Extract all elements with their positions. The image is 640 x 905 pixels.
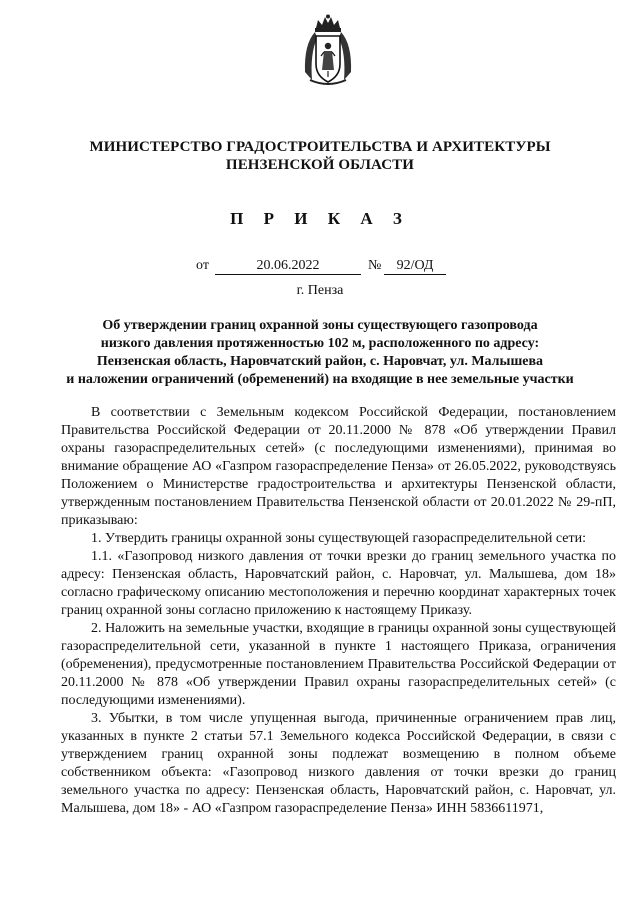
document-title: [50, 317, 590, 389]
ministry-line-2: ПЕНЗЕНСКОЙ ОБЛАСТИ: [225, 157, 415, 173]
city: г. Пенза: [296, 283, 344, 298]
document-date: 20.06.2022: [215, 258, 361, 275]
title-line-3: Пензенская область, Наровчатский район, с. Наровчат, ул. Малышева: [96, 354, 544, 369]
title-line-2: низкого давления протяженностью 102 м, расположенного по адресу:: [100, 336, 540, 351]
paragraph-item-1-1: 1.1. «Газопровод низкого давления от точки врезки до границ земельного участка по адресу: Пензенская область, Наровчатский район, с. Наровчат, ул. Малышева, дом 18» согласно графическому описанию местоположения и перечню координат характерных точек границ охранной зоны согласно приложению к настоящему Приказу.: [61, 549, 616, 618]
paragraph-item-2: 2. Наложить на земельные участки, входящие в границы охранной зоны существующей газораспределительной сети, указанной в пункте 1 настоящего Приказа, ограничения (обременения), предусмотренные постановлением Правительства Российской Федерации от 20.11.2000 № 878 «Об утверждении Правил охраны газораспределительных сетей» (с последующими изменениями).: [61, 621, 616, 708]
document-type-heading: П Р И К А З: [230, 209, 410, 228]
document-number: 92/ОД: [384, 258, 446, 275]
ministry-name: [60, 138, 580, 174]
document-body: [61, 404, 616, 818]
paragraph-item-3: 3. Убытки, в том числе упущенная выгода, причиненные ограничением прав лиц, указанных в пункте 2 статьи 57.1 Земельного кодекса Российской Федерации, в связи с утверждением границ охранной зоны подлежат возмещению в полном объеме собственником объекта: «Газопровод низкого давления от точки врезки до границ земельного участка по адресу: Пензенская область, Наровчатский район, с. Наровчат, ул. Малышева, дом 18» - АО «Газпром газораспределение Пенза» ИНН 5836611971,: [61, 711, 616, 816]
paragraph-item-1: 1. Утвердить границы охранной зоны существующей газораспределительной сети:: [91, 531, 586, 546]
paragraph-preamble: В соответствии с Земельным кодексом Российской Федерации, постановлением Правительства Российской Федерации от 20.11.2000 № 878 «Об утверждении Правил охраны газораспределительных сетей» (с последующими изменениями), принимая во внимание обращение АО «Газпром газораспределение Пенза» от 26.05.2022, руководствуясь Положением о Министерстве градостроительства и архитектуры Пензенской области, утвержденным постановлением Правительства Пензенской области от 20.01.2022 № 29-пП, приказываю:: [61, 405, 616, 528]
title-line-1: Об утверждении границ охранной зоны существующего газопровода: [102, 318, 538, 333]
coat-of-arms-icon: [302, 14, 354, 86]
date-prefix: от: [196, 258, 209, 273]
ministry-line-1: МИНИСТЕРСТВО ГРАДОСТРОИТЕЛЬСТВА И АРХИТЕКТУРЫ: [89, 139, 551, 155]
title-line-4: и наложении ограничений (обременений) на входящие в нее земельные участки: [66, 372, 574, 387]
number-sign: №: [368, 258, 382, 273]
